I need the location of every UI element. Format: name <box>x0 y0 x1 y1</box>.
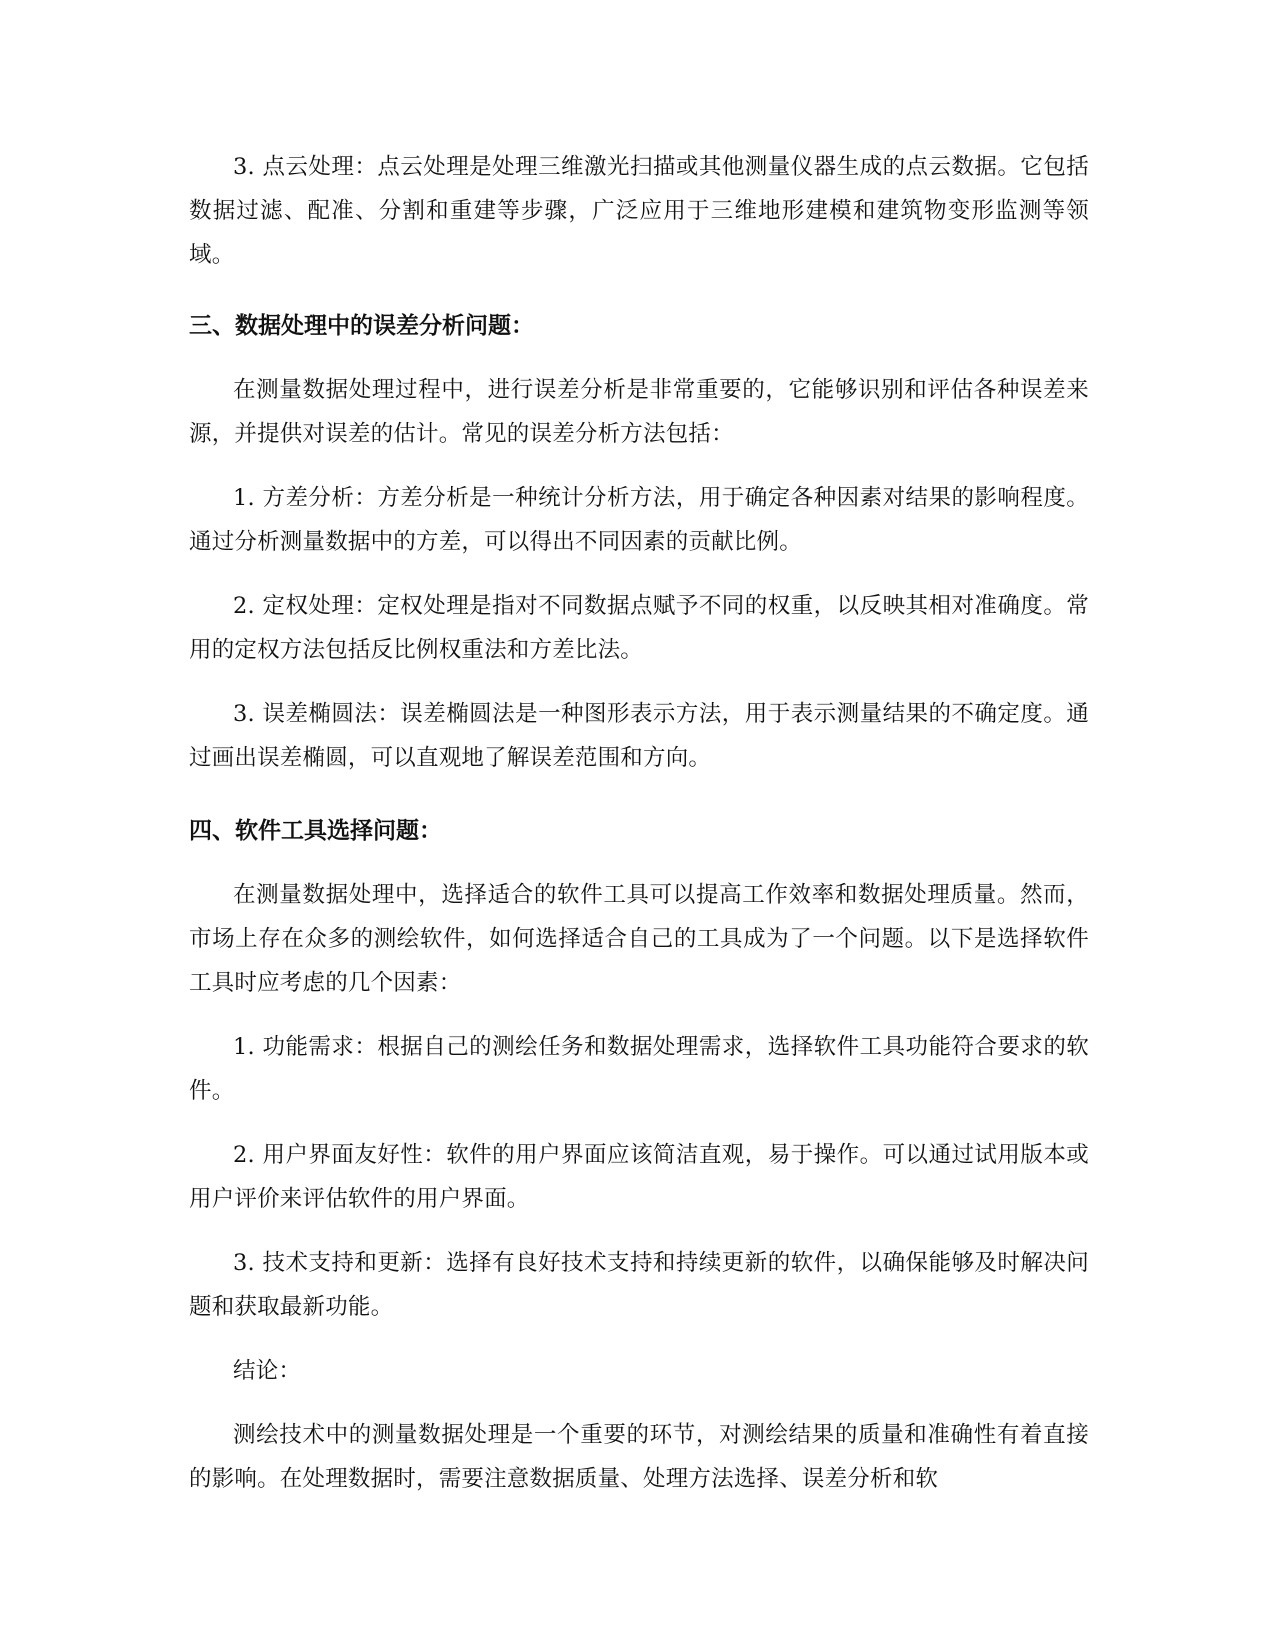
support-updates-item: 3. 技术支持和更新：选择有良好技术支持和持续更新的软件，以确保能够及时解决问题和获取最新功能。 <box>189 1250 1089 1320</box>
error-ellipse-item: 3. 误差椭圆法：误差椭圆法是一种图形表示方法，用于表示测量结果的不确定度。通过画出误差椭圆，可以直观地了解误差范围和方向。 <box>189 701 1089 771</box>
section-3-intro-paragraph: 在测量数据处理过程中，进行误差分析是非常重要的，它能够识别和评估各种误差来源，并提供对误差的估计。常见的误差分析方法包括： <box>189 377 1089 447</box>
section-4-intro-paragraph: 在测量数据处理中，选择适合的软件工具可以提高工作效率和数据处理质量。然而，市场上存在众多的测绘软件，如何选择适合自己的工具成为了一个问题。以下是选择软件工具时应考虑的几个因素： <box>189 882 1089 996</box>
point-cloud-item-paragraph: 3. 点云处理：点云处理是处理三维激光扫描或其他测量仪器生成的点云数据。它包括数据过滤、配准、分割和重建等步骤，广泛应用于三维地形建模和建筑物变形监测等领域。 <box>189 154 1089 268</box>
weighting-item: 2. 定权处理：定权处理是指对不同数据点赋予不同的权重，以反映其相对准确度。常用的定权方法包括反比例权重法和方差比法。 <box>189 593 1089 663</box>
variance-analysis-item: 1. 方差分析：方差分析是一种统计分析方法，用于确定各种因素对结果的影响程度。通过分析测量数据中的方差，可以得出不同因素的贡献比例。 <box>189 485 1089 555</box>
ui-friendliness-item: 2. 用户界面友好性：软件的用户界面应该简洁直观，易于操作。可以通过试用版本或用户评价来评估软件的用户界面。 <box>189 1142 1089 1212</box>
functional-needs-item: 1. 功能需求：根据自己的测绘任务和数据处理需求，选择软件工具功能符合要求的软件。 <box>189 1034 1089 1104</box>
document-page <box>189 145 1089 1501</box>
section-4-heading: 四、软件工具选择问题： <box>189 818 442 844</box>
section-3-heading: 三、数据处理中的误差分析问题： <box>189 313 534 339</box>
conclusion-paragraph: 测绘技术中的测量数据处理是一个重要的环节，对测绘结果的质量和准确性有着直接的影响。在处理数据时，需要注意数据质量、处理方法选择、误差分析和软 <box>189 1422 1089 1492</box>
conclusion-label: 结论： <box>233 1358 302 1384</box>
